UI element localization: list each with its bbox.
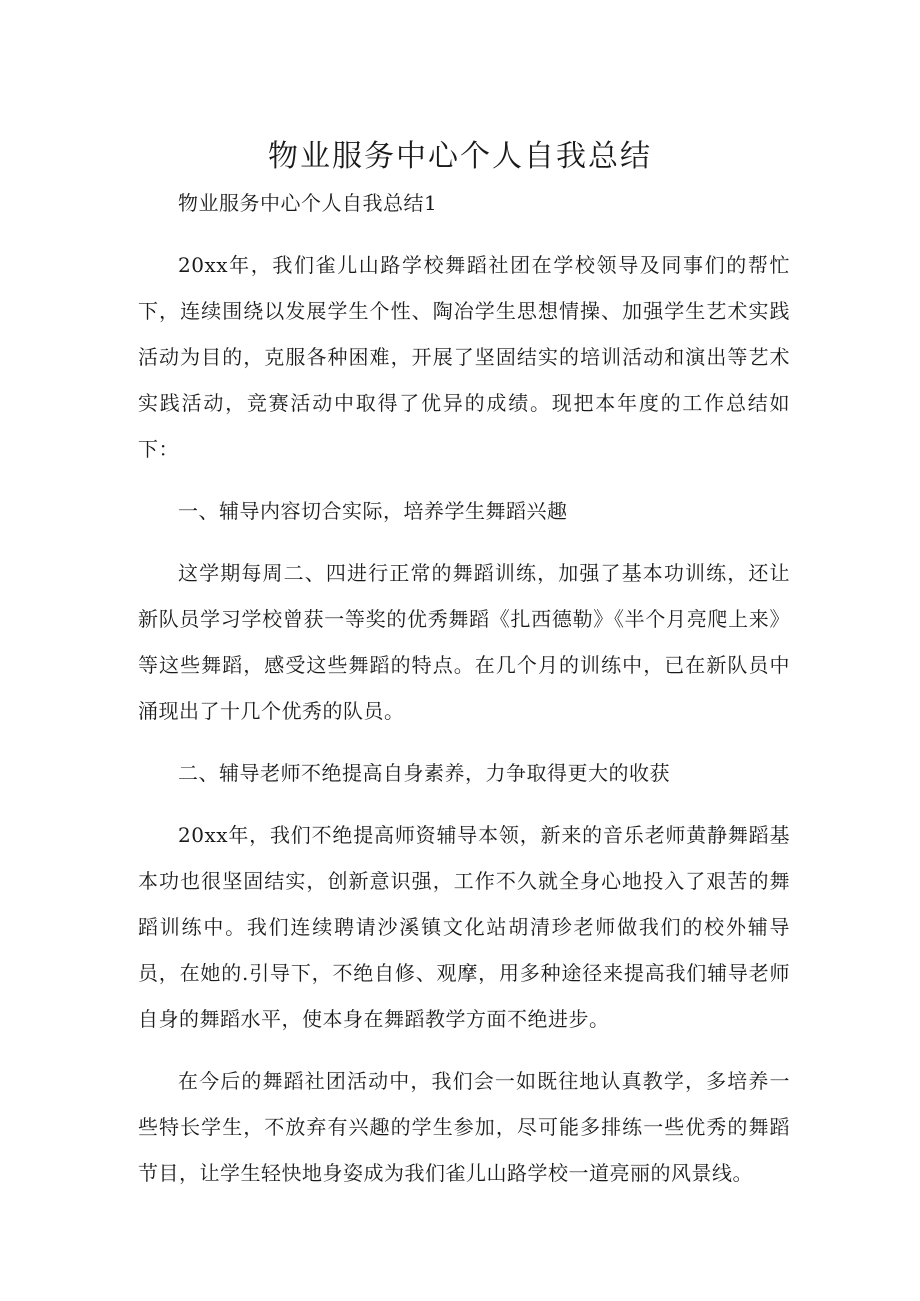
section-heading-2: 二、辅导老师不绝提高自身素养，力争取得更大的收获 (178, 761, 670, 785)
intro-paragraph: 20xx年，我们雀儿山路学校舞蹈社团在学校领导及同事们的帮忙下，连续围绕以发展学生个性、陶冶学生思想情操、加强学生艺术实践活动为目的，克服各种困难，开展了坚固结实的培训活动和演出等艺术实践活动，竞赛活动中取得了优异的成绩。现把本年度的工作总结如下： (138, 253, 790, 461)
section-2-paragraph: 20xx年，我们不绝提高师资辅导本领，新来的音乐老师黄静舞蹈基本功也很坚固结实，创新意识强，工作不久就全身心地投入了艰苦的舞蹈训练中。我们连续聘请沙溪镇文化站胡清珍老师做我们的校外辅导员，在她的.引导下，不绝自修、观摩，用多种途径来提高我们辅导老师自身的舞蹈水平，使本身在舞蹈教学方面不绝进步。 (138, 823, 790, 1031)
subtitle-paragraph: 物业服务中心个人自我总结1 (178, 191, 438, 215)
document-title: 物业服务中心个人自我总结 (268, 139, 652, 175)
closing-paragraph: 在今后的舞蹈社团活动中，我们会一如既往地认真教学，多培养一些特长学生，不放弃有兴趣的学生参加，尽可能多排练一些优秀的舞蹈节目，让学生轻快地身姿成为我们雀儿山路学校一道亮丽的风景线。 (138, 1069, 790, 1185)
section-heading-1: 一、辅导内容切合实际，培养学生舞蹈兴趣 (178, 499, 568, 523)
document-body (138, 180, 790, 1212)
section-1-paragraph: 这学期每周二、四进行正常的舞蹈训练，加强了基本功训练，还让新队员学习学校曾获一等奖的优秀舞蹈《扎西德勒》《半个月亮爬上来》等这些舞蹈，感受这些舞蹈的特点。在几个月的训练中，已在新队员中涌现出了十几个优秀的队员。 (138, 561, 790, 723)
